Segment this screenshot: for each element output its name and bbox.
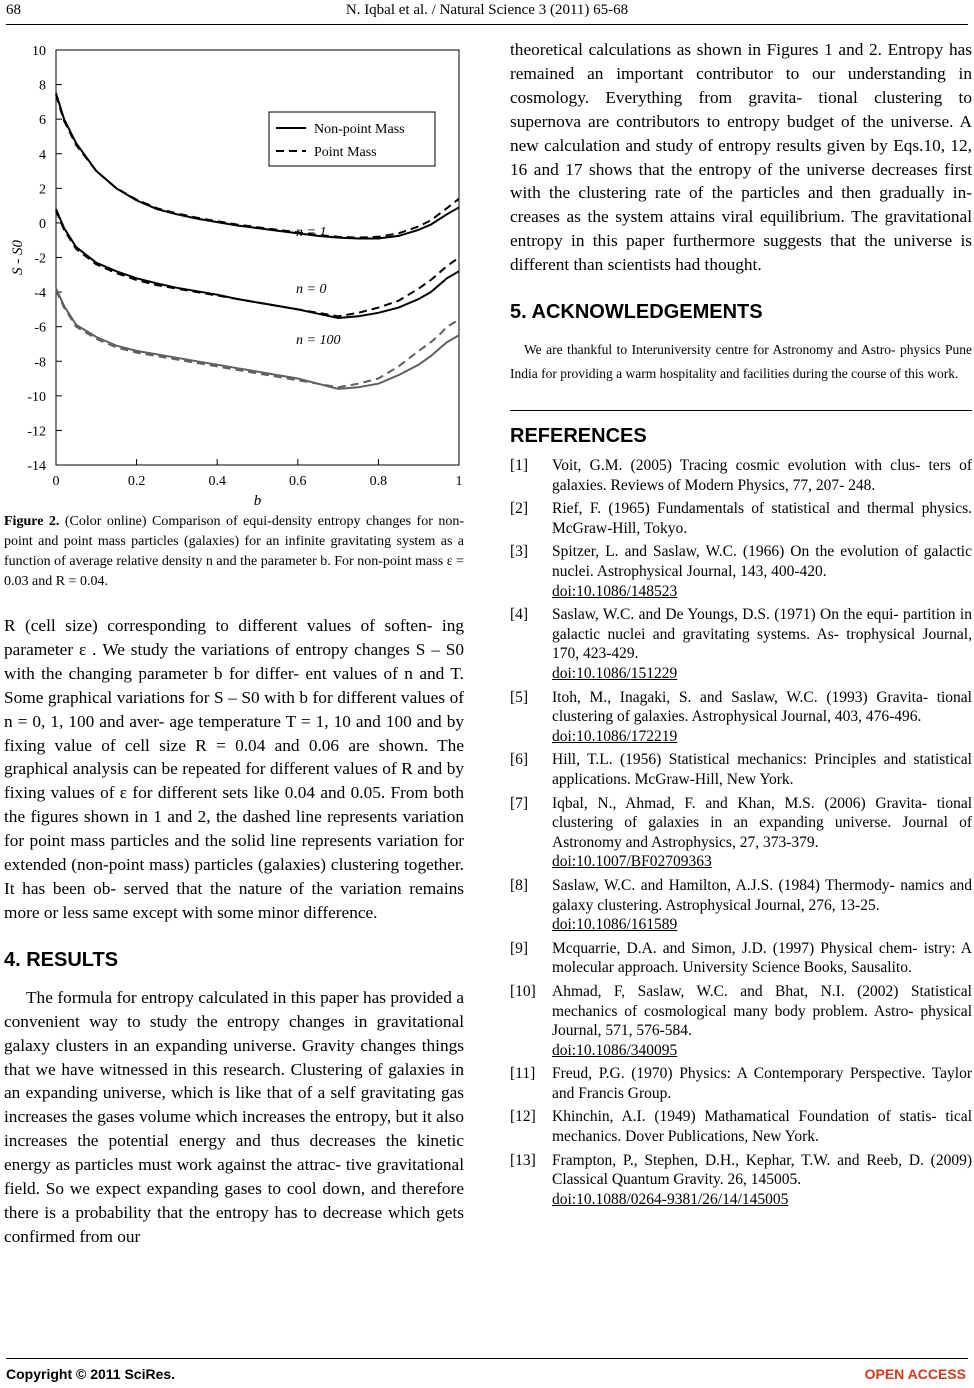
series-line-point-mass bbox=[56, 290, 459, 387]
reference-number: [3] bbox=[510, 543, 529, 561]
entropy-chart bbox=[4, 38, 464, 508]
caption-text: (Color online) Comparison of equi-density entropy changes for non-point and point mass particles (galaxies) for an infinite gravitating system as a function of average relative density n and the parameter b. For non-point mass ε = 0.03 and R = 0.04. bbox=[4, 514, 465, 589]
reference-number: [10] bbox=[510, 982, 536, 1000]
y-tick-label: -4 bbox=[34, 286, 46, 302]
y-tick-label: 0 bbox=[39, 216, 46, 232]
figure-caption bbox=[4, 512, 464, 592]
reference-number: [4] bbox=[510, 606, 529, 624]
caption-label: Figure 2. bbox=[4, 514, 60, 529]
y-tick-label: -12 bbox=[27, 424, 46, 440]
x-tick-label: 0.8 bbox=[369, 474, 388, 489]
reference-item bbox=[510, 982, 972, 1060]
header-rule bbox=[6, 24, 968, 25]
legend-entry-point-mass: Point Mass bbox=[314, 145, 377, 160]
series-line-non-point-mass bbox=[56, 289, 459, 389]
left-column bbox=[4, 38, 464, 1249]
reference-item bbox=[510, 750, 972, 789]
reference-doi-link[interactable]: doi:10.1086/340095 bbox=[552, 1041, 678, 1059]
references-rule bbox=[510, 410, 972, 411]
reference-number: [5] bbox=[510, 688, 529, 706]
reference-number: [13] bbox=[510, 1151, 536, 1169]
x-tick-label: 1 bbox=[455, 474, 463, 489]
reference-doi-link[interactable]: doi:10.1088/0264-9381/26/14/145005 bbox=[552, 1190, 789, 1208]
curve-annotation: n = 100 bbox=[296, 333, 341, 348]
reference-item bbox=[510, 1151, 972, 1210]
reference-number: [8] bbox=[510, 876, 529, 894]
page-header bbox=[0, 0, 974, 26]
methods-paragraph: R (cell size) corresponding to different values of soften- ing parameter ε . We study the variations of entropy changes S – S0 with the changing parameter b for differ- ent values of n and T. Some graphical variations for S – S0 with b for different values of n = 0, 1, 100 and aver- age temperature T = 1, 10 and 100 and by fixing value of cell size R = 0.04 and 0.06 are shown. The graphical analysis can be repeated for different values of R and by fixing values of ε for different sets like 0.04 and 0.05. From both the figures shown in 1 and 2, the dashed line represents variation for point mass particles and the solid line represents variation for extended (non-point mass) particles (galaxies) clustering together. It has been ob- served that the nature of the variation remains more or less same except with some minor difference. bbox=[4, 616, 464, 922]
reference-item bbox=[510, 605, 972, 683]
x-tick-label: 0.6 bbox=[289, 474, 307, 489]
reference-item bbox=[510, 939, 972, 978]
legend-entry-non-point-mass: Non-point Mass bbox=[314, 122, 405, 137]
reference-item bbox=[510, 688, 972, 747]
reference-text: Spitzer, L. and Saslaw, W.C. (1966) On the evolution of galactic nuclei. Astrophysical Journal, 143, 400-420. bbox=[552, 543, 972, 581]
reference-text: Saslaw, W.C. and De Youngs, D.S. (1971) On the equi- partition in galactic nuclei and gravitating systems. As- trophysical Journal, 170, 423-429. bbox=[552, 606, 972, 663]
reference-doi-link[interactable]: doi:10.1086/161589 bbox=[552, 916, 678, 934]
reference-item bbox=[510, 456, 972, 495]
reference-doi-link[interactable]: doi:10.1086/172219 bbox=[552, 727, 678, 745]
x-axis-label: b bbox=[253, 493, 262, 508]
y-tick-label: 8 bbox=[39, 78, 46, 94]
y-tick-label: -14 bbox=[27, 459, 46, 474]
reference-number: [2] bbox=[510, 500, 529, 518]
y-tick-label: 2 bbox=[39, 182, 46, 198]
y-tick-label: 4 bbox=[39, 147, 46, 163]
x-tick-label: 0.2 bbox=[127, 474, 146, 489]
acknowledgements-text: We are thankful to Interuniversity centre for Astronomy and Astro- physics Pune India for providing a warm hospitality and facilities during the course of this work. bbox=[510, 342, 972, 382]
reference-item bbox=[510, 794, 972, 872]
reference-number: [12] bbox=[510, 1108, 536, 1126]
y-tick-label: -6 bbox=[34, 320, 46, 336]
reference-text: Saslaw, W.C. and Hamilton, A.J.S. (1984) Thermody- namics and galaxy clustering. Astrophysical Journal, 276, 13-25. bbox=[552, 876, 972, 914]
results-continuation: theoretical calculations as shown in Figures 1 and 2. Entropy has remained an important contributor to our understanding in cosmology. Everything from gravita- tional clustering to supernova are contributors to entropy budget of the universe. A new calculation and study of entropy results given by Eqs.10, 12, 16 and 17 shows that the entropy of the universe decreases first with the clustering rate of the particles and then gradually in- creases as the system attains viral equilibrium. The gravitational entropy in this paper furthermore suggests that the universe is different than scientists had thought. bbox=[510, 40, 972, 275]
copyright: Copyright © 2011 SciRes. bbox=[6, 1366, 176, 1382]
references-heading: REFERENCES bbox=[510, 425, 647, 448]
reference-text: Rief, F. (1965) Fundamentals of statistical and thermal physics. McGraw-Hill, Tokyo. bbox=[552, 500, 972, 537]
reference-number: [6] bbox=[510, 751, 529, 769]
reference-number: [1] bbox=[510, 457, 529, 475]
reference-item bbox=[510, 876, 972, 935]
footer-rule bbox=[6, 1358, 968, 1359]
y-axis-label: S - S0 bbox=[10, 240, 26, 275]
reference-doi-link[interactable]: doi:10.1007/BF02709363 bbox=[552, 853, 712, 871]
reference-text: Iqbal, N., Ahmad, F. and Khan, M.S. (2006) Gravita- tional clustering of galaxies in an expanding universe. Journal of Astronomy and Astrophysics, 27, 373-379. bbox=[552, 794, 972, 851]
curve-annotation: n = 1 bbox=[296, 225, 327, 240]
reference-item bbox=[510, 1107, 972, 1146]
reference-text: Freud, P.G. (1970) Physics: A Contemporary Perspective. Taylor and Francis Group. bbox=[552, 1065, 972, 1102]
page-footer bbox=[0, 1358, 974, 1388]
reference-item bbox=[510, 542, 972, 601]
y-tick-label: -2 bbox=[34, 251, 46, 267]
reference-item bbox=[510, 1064, 972, 1103]
reference-text: Mcquarrie, D.A. and Simon, J.D. (1997) Physical chem- istry: A molecular approach. University Science Books, Sausalito. bbox=[552, 939, 972, 977]
y-tick-label: -10 bbox=[27, 389, 46, 405]
reference-text: Frampton, P., Stephen, D.H., Kephar, T.W. and Reeb, D. (2009) Classical Quantum Gravity. 26, 145005. bbox=[552, 1151, 972, 1189]
running-head: N. Iqbal et al. / Natural Science 3 (2011) 65-68 bbox=[345, 2, 629, 18]
reference-text: Itoh, M., Inagaki, S. and Saslaw, W.C. (1993) Gravita- tional clustering of galaxies. Astrophysical Journal, 403, 476-496. bbox=[552, 688, 972, 726]
acknowledgements-heading: 5. ACKNOWLEDGEMENTS bbox=[510, 301, 763, 324]
y-tick-label: 6 bbox=[39, 113, 46, 129]
reference-text: Hill, T.L. (1956) Statistical mechanics: Principles and statistical applications. McGraw-Hill, New York. bbox=[552, 751, 972, 788]
open-access-label: OPEN ACCESS bbox=[864, 1366, 966, 1382]
right-column bbox=[510, 38, 972, 1213]
reference-text: Khinchin, A.I. (1949) Mathamatical Foundation of statis- tical mechanics. Dover Publications, New York. bbox=[552, 1108, 972, 1146]
x-tick-label: 0 bbox=[52, 474, 60, 489]
reference-item bbox=[510, 499, 972, 538]
reference-number: [7] bbox=[510, 794, 529, 812]
reference-number: [11] bbox=[510, 1065, 536, 1083]
reference-text: Ahmad, F, Saslaw, W.C. and Bhat, N.I. (2002) Statistical mechanics of cosmological many body problem. Astro- physical Journal, 571, 576-584. bbox=[552, 982, 972, 1040]
y-tick-label: 10 bbox=[32, 44, 46, 59]
results-heading: 4. RESULTS bbox=[4, 948, 119, 971]
reference-number: [9] bbox=[510, 939, 529, 957]
reference-doi-link[interactable]: doi:10.1086/148523 bbox=[552, 582, 678, 600]
curve-annotation: n = 0 bbox=[296, 282, 327, 297]
references-list bbox=[510, 456, 972, 1209]
x-tick-label: 0.4 bbox=[208, 474, 226, 489]
page-number: 68 bbox=[6, 2, 21, 18]
y-tick-label: -8 bbox=[34, 355, 46, 371]
results-paragraph: The formula for entropy calculated in this paper has provided a convenient way to study the entropy changes in gravitational galaxy clusters in an expanding universe. Gravity changes things that we have witnessed in this research. Clustering of galaxies in an expanding universe, which is like that of a self gravitating gas increases the gases volume which increases the entropy, but it also increases the potential energy and thus decreases the kinetic energy as particles must work against the attrac- tive gravitational field. So we expect expanding gases to cool down, and therefore there is a probability that the entropy has to decrease which gets confirmed from our bbox=[4, 987, 464, 1246]
reference-doi-link[interactable]: doi:10.1086/151229 bbox=[552, 665, 678, 682]
reference-text: Voit, G.M. (2005) Tracing cosmic evolution with clus- ters of galaxies. Reviews of Modern Physics, 77, 207- 248. bbox=[552, 457, 972, 494]
